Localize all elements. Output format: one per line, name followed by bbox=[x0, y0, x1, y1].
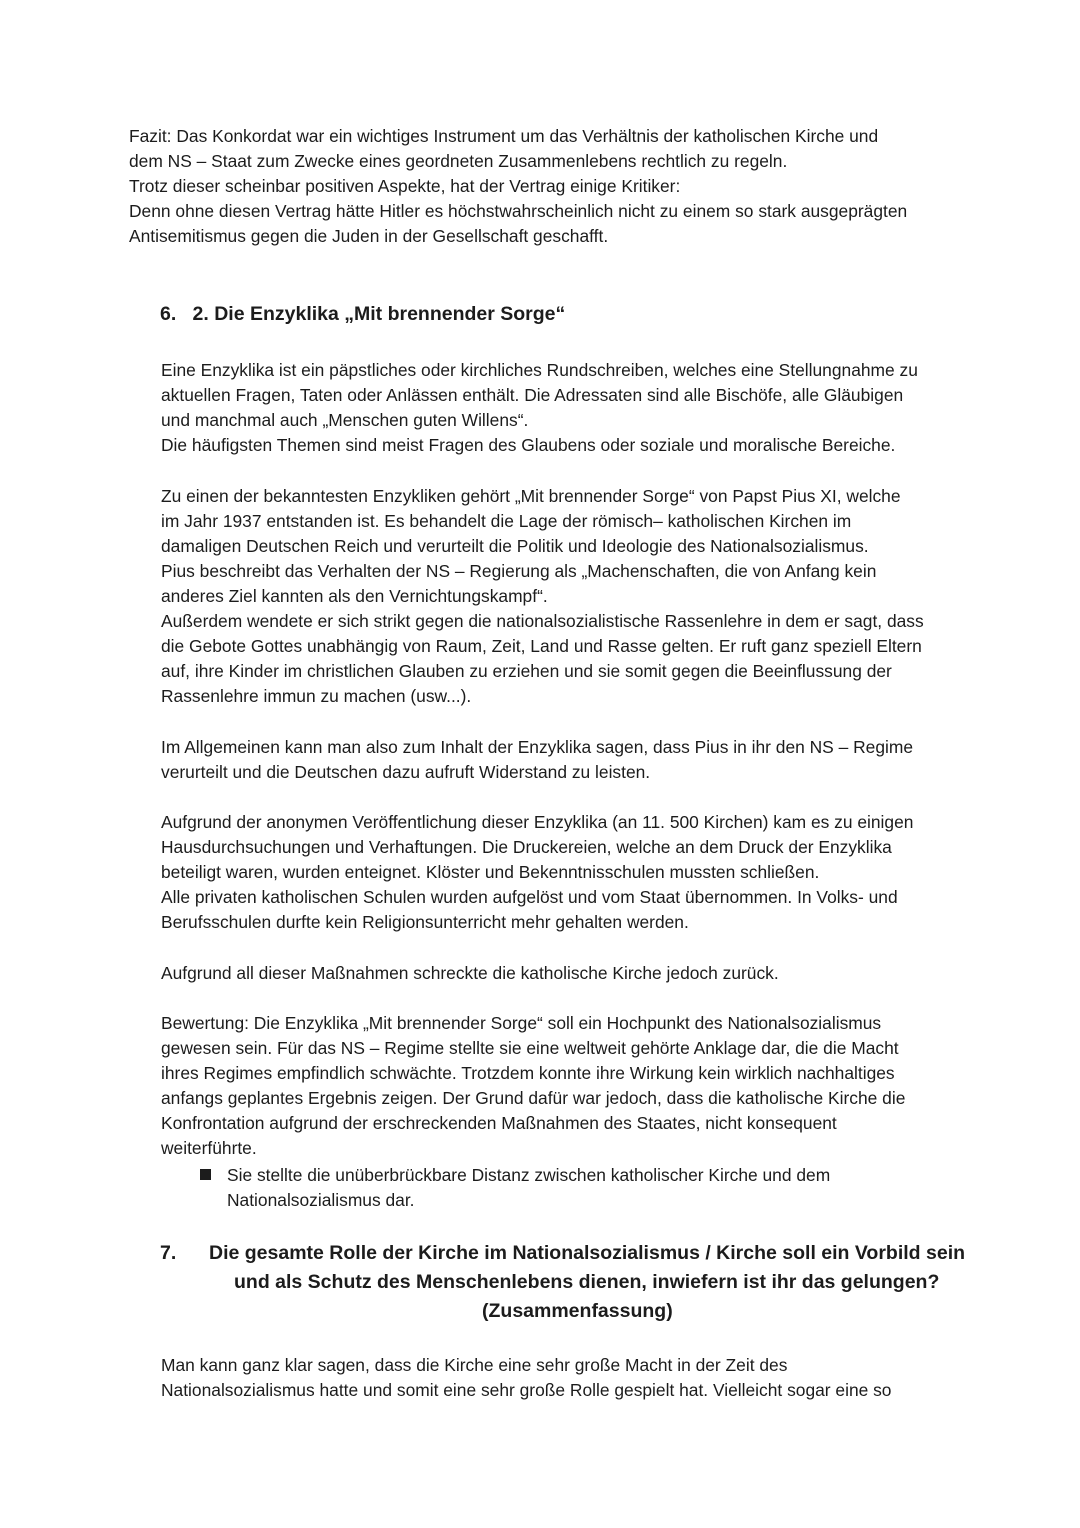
text-line: verurteilt und die Deutschen dazu aufruft Widerstand zu leisten. bbox=[161, 762, 651, 782]
text-line: und manchmal auch „Menschen guten Willens“. bbox=[161, 410, 529, 430]
text-line: im Jahr 1937 entstanden ist. Es behandelt die Lage der römisch– katholischen Kirchen im bbox=[161, 511, 852, 531]
text-line: Pius beschreibt das Verhalten der NS – Regierung als „Machenschaften, die von Anfang kein bbox=[161, 561, 877, 581]
section-6-paragraph-consequences bbox=[161, 810, 913, 935]
text-line: Rassenlehre immun zu machen (usw...). bbox=[161, 686, 472, 706]
text-line: Im Allgemeinen kann man also zum Inhalt der Enzyklika sagen, dass Pius in ihr den NS – Regime bbox=[161, 737, 914, 757]
text-line: Außerdem wendete er sich strikt gegen die nationalsozialistische Rassenlehre in dem er sagt, dass bbox=[161, 611, 924, 631]
section-6-paragraph-retreat bbox=[161, 961, 779, 986]
section-6-heading: 6. 2. Die Enzyklika „Mit brennender Sorge“ bbox=[160, 303, 566, 325]
text-line: gewesen sein. Für das NS – Regime stellte sie eine weltweit gehörte Anklage dar, die die Macht bbox=[161, 1038, 899, 1058]
text-line: Man kann ganz klar sagen, dass die Kirche eine sehr große Macht in der Zeit des bbox=[161, 1355, 788, 1375]
text-line: Fazit: Das Konkordat war ein wichtiges Instrument um das Verhältnis der katholischen Kirche und bbox=[129, 126, 879, 146]
square-bullet-icon bbox=[200, 1169, 211, 1180]
heading-line: Die gesamte Rolle der Kirche im Nationalsozialismus / Kirche soll ein Vorbild sein bbox=[209, 1242, 966, 1264]
text-line: auf, ihre Kinder im christlichen Glauben zu erziehen und sie somit gegen die Beeinflussung der bbox=[161, 661, 892, 681]
text-line: Alle privaten katholischen Schulen wurden aufgelöst und vom Staat übernommen. In Volks- und bbox=[161, 887, 898, 907]
text-line: dem NS – Staat zum Zwecke eines geordneten Zusammenlebens rechtlich zu regeln. bbox=[129, 151, 788, 171]
section-6-paragraph-pius bbox=[161, 484, 924, 709]
section-6-paragraph-evaluation bbox=[161, 1011, 905, 1161]
text-line: Konfrontation aufgrund der erschreckenden Maßnahmen des Staates, nicht konsequent bbox=[161, 1113, 837, 1133]
text-line: anfangs geplantes Ergebnis zeigen. Der Grund dafür war jedoch, dass die katholische Kirche die bbox=[161, 1088, 906, 1108]
section-7-number: 7. bbox=[160, 1242, 177, 1264]
text-line: weiterführte. bbox=[161, 1138, 257, 1158]
text-line: Nationalsozialismus hatte und somit eine sehr große Rolle gespielt hat. Vielleicht sogar eine so bbox=[161, 1380, 892, 1400]
fazit-paragraph bbox=[129, 124, 907, 249]
text-line: Zu einen der bekanntesten Enzykliken gehört „Mit brennender Sorge“ von Papst Pius XI, welche bbox=[161, 486, 901, 506]
text-line: Eine Enzyklika ist ein päpstliches oder kirchliches Rundschreiben, welches eine Stellungnahme zu bbox=[161, 360, 918, 380]
text-line: aktuellen Fragen, Taten oder Anlässen enthält. Die Adressaten sind alle Bischöfe, alle Gläubigen bbox=[161, 385, 904, 405]
text-line: Denn ohne diesen Vertrag hätte Hitler es höchstwahrscheinlich nicht zu einem so stark ausgeprägten bbox=[129, 201, 908, 221]
text-line: Bewertung: Die Enzyklika „Mit brennender Sorge“ soll ein Hochpunkt des Nationalsozialismus bbox=[161, 1013, 882, 1033]
section-7-paragraph bbox=[161, 1353, 891, 1403]
text-line: Aufgrund all dieser Maßnahmen schreckte die katholische Kirche jedoch zurück. bbox=[161, 963, 779, 983]
text-line: Trotz dieser scheinbar positiven Aspekte, hat der Vertrag einige Kritiker: bbox=[129, 176, 681, 196]
text-line: beteiligt waren, wurden enteignet. Klöster und Bekenntnisschulen mussten schließen. bbox=[161, 862, 820, 882]
text-line: Berufsschulen durfte kein Religionsunterricht mehr gehalten werden. bbox=[161, 912, 689, 932]
text-line: Hausdurchsuchungen und Verhaftungen. Die Druckereien, welche an dem Druck der Enzyklika bbox=[161, 837, 892, 857]
text-line: Antisemitismus gegen die Juden in der Gesellschaft geschafft. bbox=[129, 226, 609, 246]
section-6-paragraph-summary bbox=[161, 735, 913, 785]
text-line: die Gebote Gottes unabhängig von Raum, Zeit, Land und Rasse gelten. Er ruft ganz speziell Eltern bbox=[161, 636, 922, 656]
text-line: Aufgrund der anonymen Veröffentlichung dieser Enzyklika (an 11. 500 Kirchen) kam es zu einigen bbox=[161, 812, 914, 832]
section-6-paragraph-definition bbox=[161, 358, 918, 458]
text-line: Die häufigsten Themen sind meist Fragen des Glaubens oder soziale und moralische Bereiche. bbox=[161, 435, 896, 455]
text-line: ihres Regimes empfindlich schwächte. Trotzdem konnte ihre Wirkung kein wirklich nachhaltiges bbox=[161, 1063, 895, 1083]
bullet-text bbox=[227, 1163, 830, 1213]
heading-line: und als Schutz des Menschenlebens dienen, inwiefern ist ihr das gelungen? bbox=[234, 1271, 940, 1293]
heading-line: (Zusammenfassung) bbox=[482, 1300, 673, 1322]
text-line: anderes Ziel kannten als den Vernichtungskampf“. bbox=[161, 586, 548, 606]
text-line: damaligen Deutschen Reich und verurteilt die Politik und Ideologie des Nationalsozialismus. bbox=[161, 536, 869, 556]
text-line: Nationalsozialismus dar. bbox=[227, 1190, 415, 1210]
text-line: Sie stellte die unüberbrückbare Distanz zwischen katholischer Kirche und dem bbox=[227, 1165, 831, 1185]
